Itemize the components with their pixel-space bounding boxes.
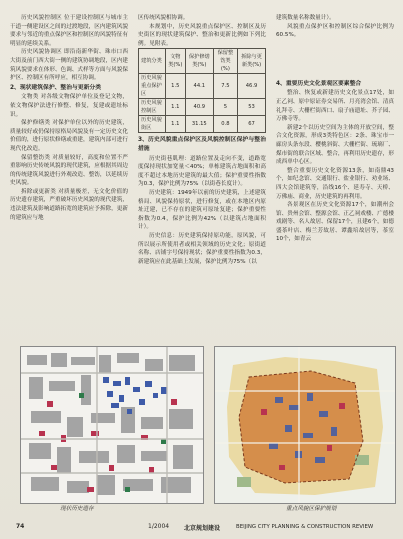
figure-caption-left: 现状历史遗存 bbox=[60, 506, 94, 512]
paragraph: 新建2个以历史空间为主体的开放空间，整合文化资源，形成3类特色区：2条、珠宝市一廊房头条东段、樱桃斜街、大栅栏街、琉璃厂、煤市街的联合区域、整合，再利用历史遗存，形成西单中心区。 bbox=[276, 124, 394, 166]
table-row bbox=[139, 74, 266, 99]
table-cell: 40.9 bbox=[185, 99, 213, 116]
paragraph: 历史街巷肌理：道路位置及走向不变，道路宽度保持现状加宽量＜40%；单栋建筑占地面积和高度不超过本地历史建筑的最大值；保护重要性指数为0.3，保护比例为75%（以街巷长度计）。 bbox=[138, 155, 266, 188]
table-header-cell: 保护修缮类(%) bbox=[185, 49, 213, 74]
paragraph: 本规划中，历史风貌重点保护区、控制区及历史街区的现状建筑保护、整治和更新比例如下列比例。见附表。 bbox=[138, 23, 266, 47]
table-row bbox=[139, 99, 266, 116]
table-cell: 44.1 bbox=[185, 74, 213, 99]
table-header-cell: 文物类(%) bbox=[165, 49, 185, 74]
table-cell: 7.5 bbox=[213, 74, 237, 99]
table-cell: 历史风貌重点保护区 bbox=[139, 74, 166, 99]
table-cell: 53 bbox=[238, 99, 266, 116]
figure-caption-right: 重点风貌区保护规划 bbox=[286, 506, 337, 512]
table-cell: 历史风貌街区 bbox=[139, 116, 166, 133]
paragraph: 整合重要历史文化资源13条，如南鼎43个，如纪念馆、交通银行、盐业银行、劝业场、四大会馆建筑等，沿线16个、延寿寺、天桥、万佛庙、商业，历史建筑的再利用。 bbox=[276, 167, 394, 200]
paragraph: 历史风貌控制区 位于建设控制区与城市主干道一侧建设区之间的过渡地段，区内建筑风貌要求与邻近的重点保护区和控制区的风貌特征有明显的延续关系。 bbox=[10, 15, 128, 47]
section-heading: 2、现状建筑保护、整治与更新分类 bbox=[10, 84, 101, 91]
map-protection-plan bbox=[214, 346, 396, 504]
journal-name-en: BEIJING CITY PLANNING & CONSTRUCTION REVIEW bbox=[236, 524, 374, 530]
paragraph: 文物类 对各级文物保护单位及登记文物，依文物保护法进行修整、修复，复建或遗址标识。 bbox=[10, 94, 128, 118]
paragraph: 风貌重点保护区和控制区综合保护比例为60.5%。 bbox=[276, 23, 394, 39]
paragraph: 各景观区在历史文化资源17个，如潮州会馆、贵州会馆、整源会馆、正乙祠戏楼、广德楼戏剧等、名人故居、保留17个，且建6个，如德盛茶叶店、梅兰芳故居、谭鑫培故居等，茶室10个，如青云 bbox=[276, 202, 394, 243]
map-existing-heritage-graphic bbox=[21, 347, 203, 503]
table-header-cell: 建筑分类 bbox=[139, 49, 166, 74]
table-row bbox=[139, 116, 266, 133]
paragraph: 历史信息：历史建筑保持原功能，原风貌，可所以展示所使用者或相关领域的历史文化；原街道名称、店铺字号保持现状；保护重要性指数为0.3，新建筑应在此基础上发展，保护比例为75%（以 bbox=[138, 232, 266, 265]
text-column-3 bbox=[276, 14, 394, 244]
table-cell: 31.15 bbox=[185, 116, 213, 133]
paragraph: 保留整饬类 对质量较好，高度和位置不严重影响历史传统风貌的现代建筑，应根据其周边的传统建筑风貌进行外观改造、整饬，以延续历史风貌。 bbox=[10, 154, 128, 187]
paragraph: 建筑数量名称数量计）。 bbox=[276, 15, 335, 21]
table-cell: 46.9 bbox=[238, 74, 266, 99]
table-cell: 67 bbox=[238, 116, 266, 133]
paragraph: 拆除或更新类 对质量极差，无文化价值的历史遗存建筑，严重破坏历史风貌的现代建筑，违法建筑及影响道路拓宽的建筑应予拆除，更新的建筑应与地 bbox=[10, 188, 128, 221]
issue-label: 1/2004 bbox=[148, 523, 170, 530]
table-cell: 1.5 bbox=[165, 74, 185, 99]
section-heading: 3、历史风貌重点保护区及风貌控制区保护与整治措施 bbox=[138, 137, 266, 152]
map-protection-plan-graphic bbox=[215, 347, 395, 503]
page-footer bbox=[0, 520, 403, 536]
table-header-cell: 保留整饬类(%) bbox=[213, 49, 237, 74]
paragraph: 历史建筑：1949年以前的历史建筑，上述建筑格局、风貌保持原状，进行修复，或在本地区内原址迁建，已不存在的建筑可原址复建；保护重要性指数为0.4，保护比例为42%（以建筑占地面积计）。 bbox=[138, 189, 266, 231]
paragraph: 历史风貌协调区 即沿南新华街、珠市口西大街及前门西大街一侧的建筑协调地段，区内建筑风貌要求在体形、色调、式样等方面与风貌保护区、控制区有所呼应，相互协调。 bbox=[10, 49, 128, 82]
text-column-2 bbox=[138, 14, 266, 266]
table-header-row bbox=[139, 49, 266, 74]
paragraph: 保护修缮类 对保护单位以外的历史建筑，质量较好或仍保持原格局风貌及有一定历史文化价值的，进行原状修缮或重建，建筑内部可进行现代化改造。 bbox=[10, 120, 128, 152]
figures-area bbox=[0, 342, 403, 522]
table-cell: 1.1 bbox=[165, 116, 185, 133]
table-cell: 历史风貌控制区 bbox=[139, 99, 166, 116]
page-number: 74 bbox=[16, 523, 25, 530]
table-cell: 1.1 bbox=[165, 99, 185, 116]
table-header-cell: 拆除与更新类(%) bbox=[238, 49, 266, 74]
classification-table bbox=[138, 48, 266, 133]
table-cell: 5 bbox=[213, 99, 237, 116]
table-cell: 0.8 bbox=[213, 116, 237, 133]
paragraph: 整治、恢复或新建历史文化景点17处，如正乙祠、原中原证券交易所、月亮湾会馆、清真礼拜寺、大栅栏街西口、扇子庙遗址、芥子园、万佛寺等。 bbox=[276, 90, 394, 123]
text-column-1 bbox=[10, 14, 128, 222]
paragraph: 区传统风貌相协调。 bbox=[138, 15, 189, 21]
section-heading: 4、重要历史文化景观区要素整合 bbox=[276, 80, 362, 87]
map-existing-heritage bbox=[20, 346, 204, 504]
journal-name-cn: 北京规划建设 bbox=[184, 525, 221, 532]
